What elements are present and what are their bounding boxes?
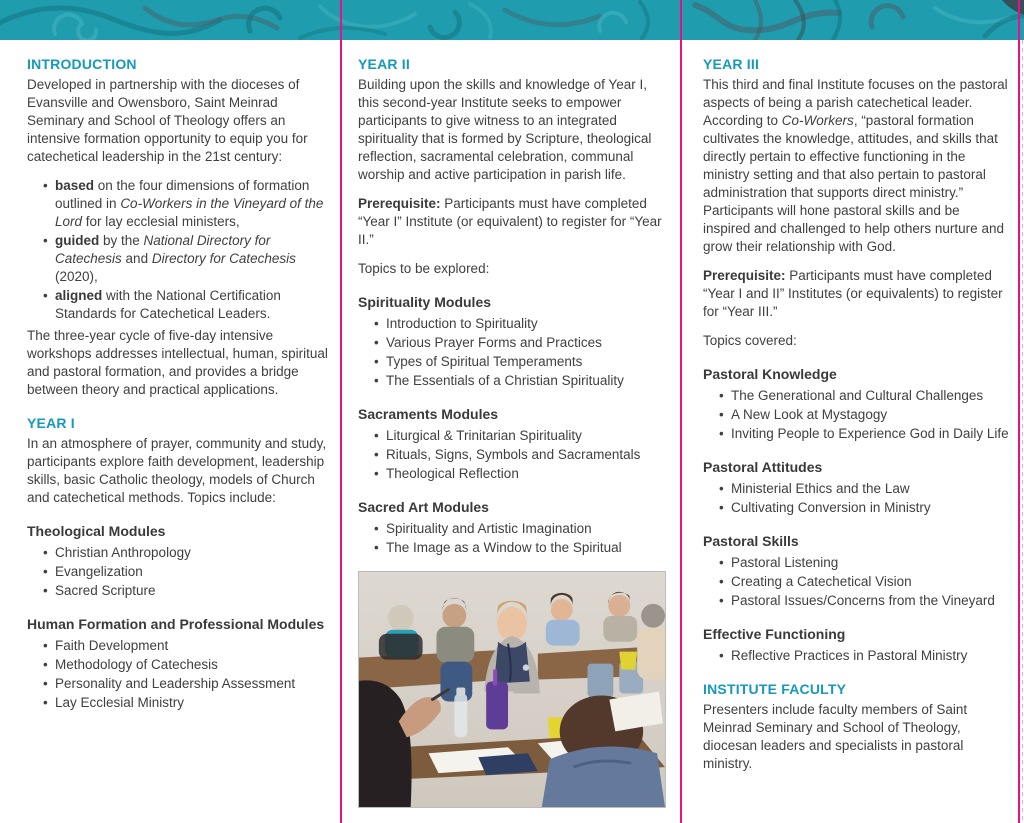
topic-item: • The Essentials of a Christian Spirituality	[386, 372, 668, 390]
fold-line-right	[680, 0, 682, 823]
body-paragraph: This third and final Institute focuses on the pastoral aspects of being a parish catechetical leader. According to Co-Workers, “pastoral formation cultivates the knowledge, attitudes, and skills that directly pertain to effective functioning in the ministry setting and that also pertain to pastoral administration that supports direct ministry.” Participants will hone pastoral skills and be inspired and challenged to help others nurture and grow their relationship with God.	[703, 77, 1008, 254]
trim-line-right	[1018, 0, 1020, 823]
damask-pattern-icon	[0, 0, 1024, 40]
body-paragraph: Building upon the skills and knowledge of Year I, this second-year Institute seeks to empower participants to give witness to an integrated spirituality that is formed by Scripture, theological reflection, sacramental celebration, communal worship and active participation in parish life.	[358, 77, 652, 182]
topic-item: • The Image as a Window to the Spiritual	[386, 539, 668, 557]
topic-item: • Sacred Scripture	[55, 582, 335, 600]
topic-item: • Pastoral Issues/Concerns from the Vineyard	[731, 592, 1010, 610]
trim-dashed-line	[1022, 40, 1023, 823]
topic-item: • Inviting People to Experience God in Daily Life	[731, 425, 1010, 443]
topic-item: • aligned with the National Certification Standards for Catechetical Leaders.	[55, 287, 335, 323]
topic-list	[703, 480, 1010, 517]
topic-item: • Faith Development	[55, 637, 335, 655]
topic-item: • Introduction to Spirituality	[386, 315, 668, 333]
panel-year-two	[358, 55, 668, 808]
panel-year-three	[703, 55, 1010, 784]
body-paragraph: Prerequisite: Participants must have completed “Year I” Institute (or equivalent) to register for “Year II.”	[358, 196, 662, 247]
module-subhead: Sacraments Modules	[358, 406, 499, 422]
topic-item: • Cultivating Conversion in Ministry	[731, 499, 1010, 517]
topic-list	[358, 427, 668, 483]
topic-item: • Ministerial Ethics and the Law	[731, 480, 1010, 498]
topic-list	[703, 554, 1010, 610]
body-paragraph: Topics covered:	[703, 333, 797, 348]
module-subhead: Effective Functioning	[703, 626, 846, 642]
fold-line-left	[340, 0, 342, 823]
module-subhead: Theological Modules	[27, 523, 166, 539]
section-heading: YEAR I	[27, 415, 75, 431]
module-subhead: Pastoral Attitudes	[703, 459, 823, 475]
topic-item: • The Generational and Cultural Challenges	[731, 387, 1010, 405]
body-paragraph: Prerequisite: Participants must have completed “Year I and II” Institutes (or equivalents) to register for “Year III.”	[703, 268, 1003, 319]
topic-list	[27, 637, 335, 712]
topic-item: • Liturgical & Trinitarian Spirituality	[386, 427, 668, 445]
topic-item: • Theological Reflection	[386, 465, 668, 483]
topic-item: • Various Prayer Forms and Practices	[386, 334, 668, 352]
topic-item: • Christian Anthropology	[55, 544, 335, 562]
section-heading: YEAR II	[358, 56, 410, 72]
topic-item: • Creating a Catechetical Vision	[731, 573, 1010, 591]
body-paragraph: In an atmosphere of prayer, community and study, participants explore faith development, leadership skills, basic Catholic theology, models of Church and catechetical methods. Topics include:	[27, 436, 327, 505]
module-subhead: Pastoral Skills	[703, 533, 799, 549]
topic-list	[27, 544, 335, 600]
module-subhead: Pastoral Knowledge	[703, 366, 837, 382]
topic-list	[703, 387, 1010, 443]
topic-item: • Pastoral Listening	[731, 554, 1010, 572]
body-paragraph: Developed in partnership with the dioceses of Evansville and Owensboro, Saint Meinrad Seminary and School of Theology offers an intensive formation opportunity to equip you for catechetical leadership in the 21st century:	[27, 77, 308, 164]
section-heading: INSTITUTE FACULTY	[703, 681, 847, 697]
panel-introduction	[27, 55, 335, 716]
topic-item: • guided by the National Directory for Catechesis and Directory for Catechesis (2020),	[55, 232, 335, 286]
module-subhead: Human Formation and Professional Modules	[27, 616, 325, 632]
topic-item: • Evangelization	[55, 563, 335, 581]
module-subhead: Sacred Art Modules	[358, 499, 489, 515]
topic-item: • Types of Spiritual Temperaments	[386, 353, 668, 371]
module-subhead: Spirituality Modules	[358, 294, 492, 310]
section-heading: INTRODUCTION	[27, 56, 137, 72]
damask-header-band	[0, 0, 1024, 40]
section-heading: YEAR III	[703, 56, 760, 72]
body-paragraph: Presenters include faculty members of Saint Meinrad Seminary and School of Theology, diocesan leaders and specialists in pastoral ministry.	[703, 702, 968, 771]
body-paragraph: The three-year cycle of five-day intensive workshops addresses intellectual, human, spiritual and pastoral formation, and provides a bridge between theory and practical applications.	[27, 328, 328, 397]
topic-item: • Reflective Practices in Pastoral Ministry	[731, 647, 1010, 665]
workshop-photo	[358, 571, 666, 808]
topic-item: • Spirituality and Artistic Imagination	[386, 520, 668, 538]
topic-list	[703, 647, 1010, 665]
topic-item: • A New Look at Mystagogy	[731, 406, 1010, 424]
topic-list	[358, 315, 668, 390]
topic-item: • Methodology of Catechesis	[55, 656, 335, 674]
workshop-photo-illustration	[359, 572, 665, 807]
topic-item: • Lay Ecclesial Ministry	[55, 694, 335, 712]
body-paragraph: Topics to be explored:	[358, 261, 490, 276]
topic-list	[358, 520, 668, 557]
topic-item: • based on the four dimensions of formation outlined in Co-Workers in the Vineyard of the Lord for lay ecclesial ministers,	[55, 177, 335, 231]
topic-item: • Rituals, Signs, Symbols and Sacramentals	[386, 446, 668, 464]
topic-list	[27, 177, 335, 323]
topic-item: • Personality and Leadership Assessment	[55, 675, 335, 693]
